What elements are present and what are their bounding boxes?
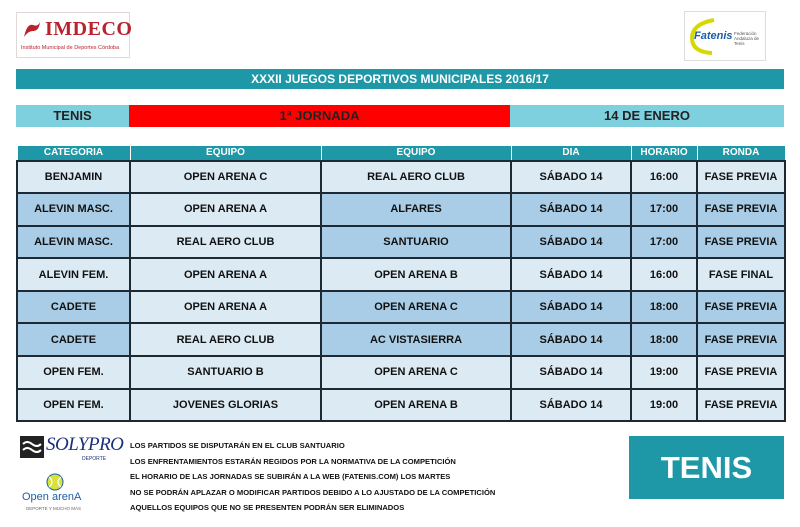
cell-dia: SÁBADO 14 [511, 291, 631, 324]
cell-equipo-visitante: OPEN ARENA B [321, 258, 511, 291]
cell-ronda: FASE PREVIA [697, 356, 785, 389]
cell-equipo-local: OPEN ARENA A [130, 258, 321, 291]
cell-equipo-visitante: ALFARES [321, 193, 511, 226]
cell-categoria: CADETE [17, 323, 130, 356]
cell-horario: 18:00 [631, 323, 697, 356]
table-row [17, 193, 785, 226]
table-row [17, 226, 785, 259]
competition-title: XXXII JUEGOS DEPORTIVOS MUNICIPALES 2016/17 [16, 69, 784, 89]
cell-horario: 17:00 [631, 193, 697, 226]
table-row [17, 323, 785, 356]
cell-ronda: FASE PREVIA [697, 161, 785, 194]
tennis-ball-icon [46, 473, 64, 491]
solypro-logo-name: SOLYPRO [46, 434, 124, 455]
openarena-logo-subtitle: DEPORTE Y MUCHO MÁS [26, 506, 82, 511]
table-row [17, 356, 785, 389]
info-row [16, 105, 784, 127]
cell-categoria: CADETE [17, 291, 130, 324]
fatenis-logo [684, 11, 766, 61]
cell-equipo-local: OPEN ARENA C [130, 161, 321, 194]
cell-ronda: FASE PREVIA [697, 193, 785, 226]
cell-horario: 16:00 [631, 161, 697, 194]
cell-dia: SÁBADO 14 [511, 258, 631, 291]
cell-equipo-visitante: OPEN ARENA B [321, 389, 511, 422]
imdeco-logo [16, 12, 133, 58]
cell-equipo-local: REAL AERO CLUB [130, 323, 321, 356]
openarena-logo-name: Open arenA [22, 491, 82, 503]
cell-dia: SÁBADO 14 [511, 323, 631, 356]
table-row [17, 258, 785, 291]
imdeco-mark-icon [21, 19, 43, 41]
cell-equipo-visitante: REAL AERO CLUB [321, 161, 511, 194]
cell-horario: 17:00 [631, 226, 697, 259]
cell-horario: 19:00 [631, 389, 697, 422]
fatenis-logo-name: Fatenis [694, 30, 733, 42]
cell-equipo-local: JOVENES GLORIAS [130, 389, 321, 422]
solypro-logo [20, 434, 124, 464]
header-equipo-local: EQUIPO [130, 146, 321, 161]
cell-equipo-visitante: OPEN ARENA C [321, 356, 511, 389]
table-header-row [17, 146, 785, 161]
cell-categoria: ALEVIN MASC. [17, 193, 130, 226]
cell-equipo-local: OPEN ARENA A [130, 193, 321, 226]
cell-equipo-visitante: OPEN ARENA C [321, 291, 511, 324]
note-line: LOS ENFRENTAMIENTOS ESTARÁN REGIDOS POR LA NORMATIVA DE LA COMPETICIÓN [130, 456, 456, 466]
table-row [17, 161, 785, 194]
note-line: LOS PARTIDOS SE DISPUTARÁN EN EL CLUB SANTUARIO [130, 441, 345, 450]
solypro-wave-icon [20, 436, 44, 458]
note-line: EL HORARIO DE LAS JORNADAS SE SUBIRÁN A LA WEB (FATENIS.COM) LOS MARTES [130, 472, 451, 481]
cell-categoria: OPEN FEM. [17, 389, 130, 422]
openarena-logo [22, 471, 100, 515]
cell-dia: SÁBADO 14 [511, 356, 631, 389]
header-dia: DIA [511, 146, 631, 161]
cell-ronda: FASE PREVIA [697, 323, 785, 356]
cell-dia: SÁBADO 14 [511, 226, 631, 259]
cell-equipo-visitante: AC VISTASIERRA [321, 323, 511, 356]
jornada-label: 1ª JORNADA [129, 105, 510, 127]
imdeco-logo-name: IMDECO [45, 18, 133, 40]
header-equipo-visitante: EQUIPO [321, 146, 511, 161]
table-row [17, 291, 785, 324]
imdeco-logo-subtitle: Instituto Municipal de Deportes Córdoba [21, 45, 120, 51]
cell-ronda: FASE PREVIA [697, 291, 785, 324]
cell-horario: 16:00 [631, 258, 697, 291]
solypro-logo-subtitle: DEPORTE [82, 456, 107, 462]
cell-ronda: FASE FINAL [697, 258, 785, 291]
sport-label: TENIS [16, 105, 129, 127]
cell-dia: SÁBADO 14 [511, 193, 631, 226]
cell-ronda: FASE PREVIA [697, 389, 785, 422]
cell-equipo-local: SANTUARIO B [130, 356, 321, 389]
cell-horario: 19:00 [631, 356, 697, 389]
cell-categoria: OPEN FEM. [17, 356, 130, 389]
cell-horario: 18:00 [631, 291, 697, 324]
header-horario: HORARIO [631, 146, 697, 161]
header-categoria: CATEGORIA [17, 146, 130, 161]
cell-equipo-visitante: SANTUARIO [321, 226, 511, 259]
cell-equipo-local: OPEN ARENA A [130, 291, 321, 324]
cell-categoria: ALEVIN MASC. [17, 226, 130, 259]
cell-equipo-local: REAL AERO CLUB [130, 226, 321, 259]
date-label: 14 DE ENERO [510, 105, 784, 127]
rules-notes [130, 438, 610, 516]
cell-categoria: ALEVIN FEM. [17, 258, 130, 291]
note-line: NO SE PODRÁN APLAZAR O MODIFICAR PARTIDOS DEBIDO A LO AJUSTADO DE LA COMPETICIÓN [130, 487, 496, 497]
header-ronda: RONDA [697, 146, 785, 161]
table-row [17, 389, 785, 422]
cell-ronda: FASE PREVIA [697, 226, 785, 259]
fatenis-logo-subtitle: Federación Andaluza de Tenis [734, 31, 760, 46]
cell-dia: SÁBADO 14 [511, 389, 631, 422]
schedule-table [16, 145, 786, 422]
note-line: AQUELLOS EQUIPOS QUE NO SE PRESENTEN PODRÁN SER ELIMINADOS [130, 503, 405, 512]
cell-categoria: BENJAMIN [17, 161, 130, 194]
sport-banner: TENIS [629, 436, 784, 499]
cell-dia: SÁBADO 14 [511, 161, 631, 194]
